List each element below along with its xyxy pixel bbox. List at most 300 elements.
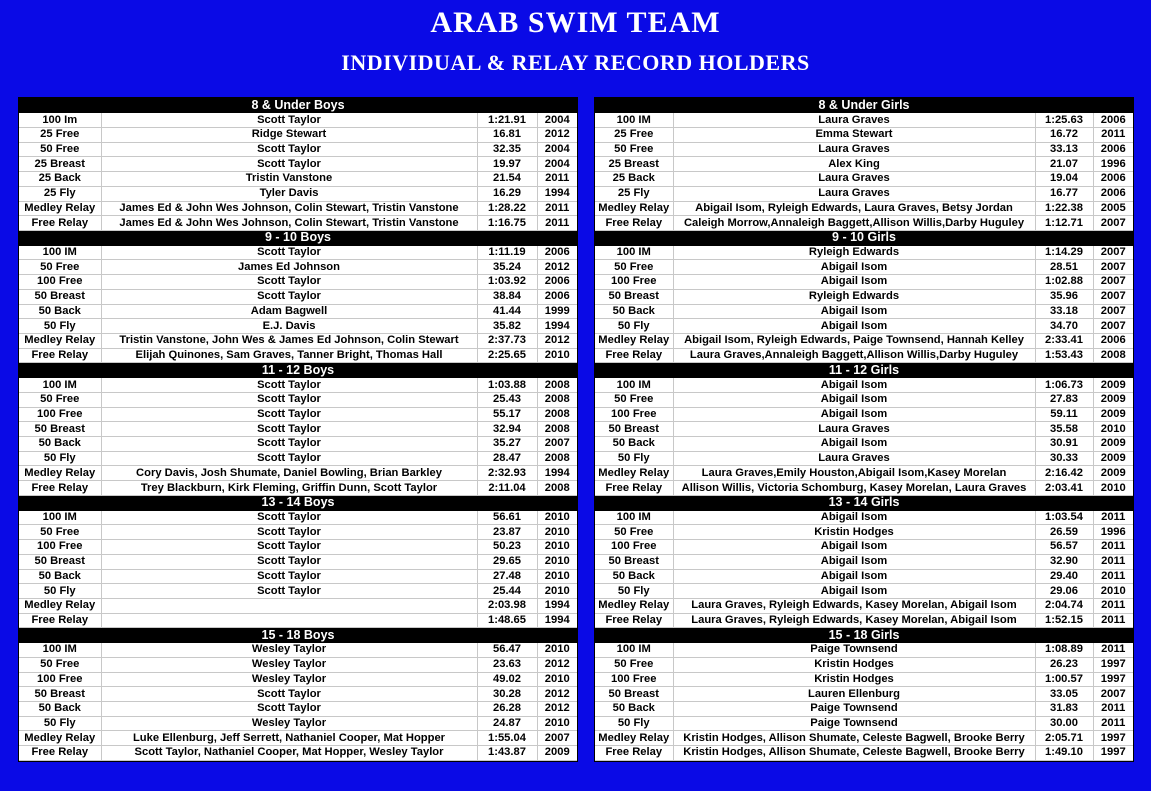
record-year-cell: 2012 <box>537 687 577 702</box>
event-cell: 50 Free <box>595 142 673 157</box>
event-cell: 100 Free <box>595 540 673 555</box>
event-cell: Free Relay <box>19 216 101 231</box>
age-group-title: 8 & Under Girls <box>595 98 1133 113</box>
event-cell: 50 Fly <box>595 319 673 334</box>
event-cell: Free Relay <box>19 481 101 496</box>
event-cell: 100 Free <box>595 275 673 290</box>
event-cell: 25 Free <box>595 127 673 142</box>
record-year-cell: 2010 <box>537 348 577 363</box>
record-row <box>19 216 577 231</box>
event-cell: 25 Fly <box>19 186 101 201</box>
record-row <box>595 716 1133 731</box>
record-time-cell: 1:22.38 <box>1035 201 1093 216</box>
record-row <box>595 657 1133 672</box>
record-year-cell: 2005 <box>1093 201 1133 216</box>
event-cell: Medley Relay <box>595 334 673 349</box>
event-cell: Free Relay <box>19 348 101 363</box>
event-cell: 50 Back <box>19 701 101 716</box>
record-time-cell: 30.33 <box>1035 451 1093 466</box>
record-holder-cell: Tristin Vanstone, John Wes & James Ed Johnson, Colin Stewart <box>101 334 477 349</box>
record-year-cell: 2011 <box>1093 554 1133 569</box>
record-holder-cell: Scott Taylor <box>101 510 477 525</box>
record-holder-cell: Scott Taylor <box>101 584 477 599</box>
record-row <box>595 186 1133 201</box>
record-year-cell: 2010 <box>537 672 577 687</box>
record-row <box>595 687 1133 702</box>
record-row <box>595 613 1133 628</box>
record-row <box>19 598 577 613</box>
record-time-cell: 59.11 <box>1035 407 1093 422</box>
event-cell: 100 Free <box>19 407 101 422</box>
event-cell: 50 Back <box>595 437 673 452</box>
event-cell: Medley Relay <box>19 466 101 481</box>
page-subtitle: INDIVIDUAL & RELAY RECORD HOLDERS <box>341 50 810 75</box>
record-row <box>19 746 577 761</box>
record-row <box>19 451 577 466</box>
event-cell: 50 Free <box>19 657 101 672</box>
record-holder-cell: Scott Taylor <box>101 407 477 422</box>
event-cell: 50 Fly <box>19 584 101 599</box>
record-time-cell: 27.48 <box>477 569 537 584</box>
record-holder-cell: Tristin Vanstone <box>101 172 477 187</box>
event-cell: 100 IM <box>595 643 673 658</box>
record-time-cell: 27.83 <box>1035 392 1093 407</box>
record-year-cell: 2006 <box>537 289 577 304</box>
event-cell: 100 IM <box>19 378 101 393</box>
record-time-cell: 56.57 <box>1035 540 1093 555</box>
age-group-header <box>595 98 1133 113</box>
record-row <box>19 186 577 201</box>
record-year-cell: 2011 <box>1093 598 1133 613</box>
record-holder-cell: Kristin Hodges, Allison Shumate, Celeste Bagwell, Brooke Berry <box>673 731 1035 746</box>
record-holder-cell: Scott Taylor <box>101 157 477 172</box>
record-time-cell: 29.06 <box>1035 584 1093 599</box>
event-cell: 100 IM <box>595 245 673 260</box>
event-cell: 100 IM <box>19 643 101 658</box>
record-year-cell: 2011 <box>1093 716 1133 731</box>
age-group-title: 13 - 14 Girls <box>595 495 1133 510</box>
record-year-cell: 2006 <box>1093 172 1133 187</box>
event-cell: 50 Free <box>595 260 673 275</box>
record-time-cell: 26.23 <box>1035 657 1093 672</box>
record-time-cell: 1:28.22 <box>477 201 537 216</box>
record-year-cell: 2009 <box>537 746 577 761</box>
record-year-cell: 2010 <box>537 510 577 525</box>
record-holder-cell: Laura Graves,Annaleigh Baggett,Allison Willis,Darby Huguley <box>673 348 1035 363</box>
age-group-header <box>595 230 1133 245</box>
record-time-cell: 26.28 <box>477 701 537 716</box>
event-cell: 100 IM <box>595 510 673 525</box>
record-row <box>595 525 1133 540</box>
record-holder-cell: Abigail Isom <box>673 510 1035 525</box>
record-holder-cell: Abigail Isom, Ryleigh Edwards, Laura Graves, Betsy Jordan <box>673 201 1035 216</box>
record-holder-cell: Laura Graves,Emily Houston,Abigail Isom,Kasey Morelan <box>673 466 1035 481</box>
record-time-cell: 1:14.29 <box>1035 245 1093 260</box>
event-cell: Free Relay <box>595 746 673 761</box>
record-year-cell: 2008 <box>537 422 577 437</box>
record-time-cell: 33.18 <box>1035 304 1093 319</box>
record-time-cell: 16.81 <box>477 127 537 142</box>
record-holder-cell: Laura Graves <box>673 142 1035 157</box>
event-cell: 100 Free <box>19 672 101 687</box>
record-year-cell: 1994 <box>537 466 577 481</box>
record-holder-cell: Laura Graves <box>673 451 1035 466</box>
record-holder-cell: Scott Taylor <box>101 554 477 569</box>
record-year-cell: 2007 <box>1093 216 1133 231</box>
event-cell: 50 Back <box>595 304 673 319</box>
event-cell: 50 Fly <box>595 716 673 731</box>
event-cell: 50 Fly <box>19 716 101 731</box>
age-group-title: 11 - 12 Girls <box>595 363 1133 378</box>
record-year-cell: 2006 <box>537 275 577 290</box>
record-time-cell: 16.77 <box>1035 186 1093 201</box>
event-cell: 50 Free <box>595 657 673 672</box>
record-time-cell: 2:03.41 <box>1035 481 1093 496</box>
record-time-cell: 25.43 <box>477 392 537 407</box>
event-cell: Medley Relay <box>19 731 101 746</box>
record-year-cell: 2010 <box>537 569 577 584</box>
girls-records-table <box>595 98 1133 761</box>
event-cell: 25 Back <box>19 172 101 187</box>
record-row <box>595 319 1133 334</box>
record-year-cell: 2010 <box>537 716 577 731</box>
record-time-cell: 1:08.89 <box>1035 643 1093 658</box>
record-holder-cell: Scott Taylor <box>101 275 477 290</box>
event-cell: 50 Free <box>595 392 673 407</box>
record-row <box>19 245 577 260</box>
record-year-cell: 1999 <box>537 304 577 319</box>
record-holder-cell: Kristin Hodges <box>673 525 1035 540</box>
age-group-title: 9 - 10 Girls <box>595 230 1133 245</box>
record-year-cell: 2004 <box>537 142 577 157</box>
record-year-cell: 2012 <box>537 127 577 142</box>
record-year-cell: 2006 <box>537 245 577 260</box>
record-holder-cell: Emma Stewart <box>673 127 1035 142</box>
record-row <box>595 422 1133 437</box>
record-holder-cell: Abigail Isom <box>673 392 1035 407</box>
record-year-cell: 1997 <box>1093 657 1133 672</box>
record-year-cell: 2012 <box>537 657 577 672</box>
record-holder-cell: Wesley Taylor <box>101 672 477 687</box>
record-time-cell: 2:37.73 <box>477 334 537 349</box>
record-row <box>19 510 577 525</box>
record-row <box>595 245 1133 260</box>
record-row <box>19 127 577 142</box>
record-time-cell: 2:05.71 <box>1035 731 1093 746</box>
record-time-cell: 33.05 <box>1035 687 1093 702</box>
record-year-cell: 2010 <box>1093 481 1133 496</box>
record-time-cell: 38.84 <box>477 289 537 304</box>
event-cell: 25 Breast <box>19 157 101 172</box>
event-cell: 100 Free <box>19 540 101 555</box>
record-year-cell: 2007 <box>1093 275 1133 290</box>
record-year-cell: 1994 <box>537 319 577 334</box>
record-row <box>595 466 1133 481</box>
record-row <box>19 201 577 216</box>
age-group-header <box>19 363 577 378</box>
record-holder-cell: Wesley Taylor <box>101 643 477 658</box>
event-cell: Medley Relay <box>595 731 673 746</box>
record-row <box>595 289 1133 304</box>
record-year-cell: 2012 <box>537 334 577 349</box>
event-cell: 50 Fly <box>595 584 673 599</box>
record-time-cell: 34.70 <box>1035 319 1093 334</box>
event-cell: 50 Breast <box>595 289 673 304</box>
record-row <box>595 142 1133 157</box>
record-row <box>595 275 1133 290</box>
record-holder-cell: Scott Taylor <box>101 451 477 466</box>
record-year-cell: 2010 <box>1093 422 1133 437</box>
record-row <box>19 643 577 658</box>
record-time-cell: 1:49.10 <box>1035 746 1093 761</box>
record-holder-cell: Scott Taylor <box>101 245 477 260</box>
event-cell: 50 Free <box>19 392 101 407</box>
record-year-cell: 2010 <box>537 554 577 569</box>
record-holder-cell: Elijah Quinones, Sam Graves, Tanner Bright, Thomas Hall <box>101 348 477 363</box>
record-time-cell: 19.97 <box>477 157 537 172</box>
record-year-cell: 2004 <box>537 113 577 128</box>
record-year-cell: 1994 <box>537 598 577 613</box>
record-time-cell: 21.54 <box>477 172 537 187</box>
event-cell: 100 IM <box>19 510 101 525</box>
record-holder-cell: Allison Willis, Victoria Schomburg, Kasey Morelan, Laura Graves <box>673 481 1035 496</box>
event-cell: 50 Fly <box>19 451 101 466</box>
record-holder-cell: Abigail Isom <box>673 569 1035 584</box>
event-cell: 50 Fly <box>19 319 101 334</box>
record-holder-cell: Scott Taylor <box>101 392 477 407</box>
record-holder-cell: Wesley Taylor <box>101 716 477 731</box>
event-cell: Medley Relay <box>595 598 673 613</box>
record-row <box>19 540 577 555</box>
record-year-cell: 2010 <box>537 540 577 555</box>
record-year-cell: 2011 <box>1093 127 1133 142</box>
record-holder-cell: Scott Taylor <box>101 437 477 452</box>
record-holder-cell: Paige Townsend <box>673 716 1035 731</box>
record-holder-cell: Scott Taylor <box>101 422 477 437</box>
record-row <box>19 319 577 334</box>
record-year-cell: 2011 <box>1093 510 1133 525</box>
record-holder-cell: Lauren Ellenburg <box>673 687 1035 702</box>
record-holder-cell: James Ed Johnson <box>101 260 477 275</box>
record-row <box>595 510 1133 525</box>
event-cell: 50 Fly <box>595 451 673 466</box>
record-time-cell: 2:25.65 <box>477 348 537 363</box>
record-row <box>595 157 1133 172</box>
record-row <box>595 540 1133 555</box>
record-holder-cell: Laura Graves <box>673 422 1035 437</box>
record-time-cell: 2:03.98 <box>477 598 537 613</box>
record-year-cell: 1997 <box>1093 746 1133 761</box>
record-time-cell: 29.65 <box>477 554 537 569</box>
record-year-cell: 2007 <box>1093 319 1133 334</box>
age-group-title: 11 - 12 Boys <box>19 363 577 378</box>
event-cell: 25 Fly <box>595 186 673 201</box>
record-time-cell: 1:02.88 <box>1035 275 1093 290</box>
record-row <box>595 304 1133 319</box>
record-year-cell: 2012 <box>537 260 577 275</box>
record-year-cell: 2010 <box>537 584 577 599</box>
record-time-cell: 1:03.92 <box>477 275 537 290</box>
record-row <box>595 437 1133 452</box>
record-holder-cell: James Ed & John Wes Johnson, Colin Stewart, Tristin Vanstone <box>101 216 477 231</box>
event-cell: 100 Free <box>595 407 673 422</box>
record-year-cell: 2012 <box>537 701 577 716</box>
record-row <box>19 348 577 363</box>
record-year-cell: 2010 <box>1093 584 1133 599</box>
record-time-cell: 28.51 <box>1035 260 1093 275</box>
record-holder-cell: Abigail Isom <box>673 554 1035 569</box>
event-cell: 50 Breast <box>595 422 673 437</box>
event-cell: Medley Relay <box>19 201 101 216</box>
record-row <box>19 701 577 716</box>
record-time-cell: 35.58 <box>1035 422 1093 437</box>
record-time-cell: 2:32.93 <box>477 466 537 481</box>
record-year-cell: 2011 <box>1093 569 1133 584</box>
record-year-cell: 2009 <box>1093 437 1133 452</box>
record-holder-cell: Abigail Isom <box>673 275 1035 290</box>
record-time-cell: 23.87 <box>477 525 537 540</box>
event-cell: Medley Relay <box>19 334 101 349</box>
record-year-cell: 1997 <box>1093 672 1133 687</box>
event-cell: 25 Back <box>595 172 673 187</box>
record-time-cell: 16.29 <box>477 186 537 201</box>
record-row <box>19 481 577 496</box>
record-row <box>595 216 1133 231</box>
record-time-cell: 32.35 <box>477 142 537 157</box>
age-group-title: 9 - 10 Boys <box>19 230 577 245</box>
record-time-cell: 21.07 <box>1035 157 1093 172</box>
record-time-cell: 24.87 <box>477 716 537 731</box>
record-holder-cell: Scott Taylor <box>101 540 477 555</box>
event-cell: Free Relay <box>19 613 101 628</box>
record-row <box>19 613 577 628</box>
record-time-cell: 2:04.74 <box>1035 598 1093 613</box>
event-cell: Free Relay <box>19 746 101 761</box>
record-year-cell: 2011 <box>1093 701 1133 716</box>
record-row <box>19 466 577 481</box>
event-cell: 50 Breast <box>595 687 673 702</box>
record-holder-cell: Laura Graves <box>673 113 1035 128</box>
event-cell: Medley Relay <box>595 466 673 481</box>
record-row <box>595 569 1133 584</box>
record-time-cell: 1:12.71 <box>1035 216 1093 231</box>
record-row <box>595 672 1133 687</box>
record-holder-cell: Scott Taylor <box>101 113 477 128</box>
record-time-cell: 56.61 <box>477 510 537 525</box>
record-holder-cell: Trey Blackburn, Kirk Fleming, Griffin Dunn, Scott Taylor <box>101 481 477 496</box>
record-time-cell: 1:16.75 <box>477 216 537 231</box>
event-cell: 50 Breast <box>595 554 673 569</box>
record-holder-cell: Luke Ellenburg, Jeff Serrett, Nathaniel Cooper, Mat Hopper <box>101 731 477 746</box>
record-year-cell: 2009 <box>1093 407 1133 422</box>
record-year-cell: 2007 <box>1093 304 1133 319</box>
record-holder-cell: Alex King <box>673 157 1035 172</box>
record-holder-cell: Scott Taylor <box>101 701 477 716</box>
record-time-cell: 50.23 <box>477 540 537 555</box>
record-holder-cell: Ryleigh Edwards <box>673 245 1035 260</box>
event-cell: 25 Free <box>19 127 101 142</box>
event-cell: 50 Back <box>595 701 673 716</box>
record-holder-cell: Ryleigh Edwards <box>673 289 1035 304</box>
event-cell: Medley Relay <box>595 201 673 216</box>
event-cell: 100 Im <box>19 113 101 128</box>
record-time-cell: 26.59 <box>1035 525 1093 540</box>
record-row <box>19 407 577 422</box>
record-time-cell: 49.02 <box>477 672 537 687</box>
record-time-cell: 30.00 <box>1035 716 1093 731</box>
record-year-cell: 2009 <box>1093 392 1133 407</box>
age-group-title: 13 - 14 Boys <box>19 495 577 510</box>
record-time-cell: 1:48.65 <box>477 613 537 628</box>
age-group-header <box>595 363 1133 378</box>
record-row <box>19 157 577 172</box>
record-row <box>19 716 577 731</box>
record-time-cell: 28.47 <box>477 451 537 466</box>
age-group-title: 15 - 18 Girls <box>595 628 1133 643</box>
record-row <box>19 569 577 584</box>
record-row <box>19 289 577 304</box>
record-year-cell: 1997 <box>1093 731 1133 746</box>
record-year-cell: 2009 <box>1093 378 1133 393</box>
event-cell: 100 IM <box>19 245 101 260</box>
girls-records-panel <box>594 97 1134 762</box>
record-holder-cell: Abigail Isom <box>673 378 1035 393</box>
event-cell: Free Relay <box>595 348 673 363</box>
record-row <box>19 422 577 437</box>
record-row <box>595 746 1133 761</box>
record-row <box>595 172 1133 187</box>
record-year-cell: 2009 <box>1093 451 1133 466</box>
record-row <box>19 334 577 349</box>
boys-records-table <box>19 98 577 761</box>
record-holder-cell: Abigail Isom <box>673 584 1035 599</box>
event-cell: 50 Breast <box>19 554 101 569</box>
record-time-cell: 35.24 <box>477 260 537 275</box>
record-year-cell: 2010 <box>537 525 577 540</box>
record-row <box>595 481 1133 496</box>
record-holder-cell: Kristin Hodges, Allison Shumate, Celeste Bagwell, Brooke Berry <box>673 746 1035 761</box>
record-time-cell: 32.94 <box>477 422 537 437</box>
record-year-cell: 2006 <box>1093 186 1133 201</box>
record-time-cell: 29.40 <box>1035 569 1093 584</box>
record-row <box>19 142 577 157</box>
event-cell: 25 Breast <box>595 157 673 172</box>
record-holder-cell: Laura Graves <box>673 172 1035 187</box>
record-holder-cell: Abigail Isom <box>673 407 1035 422</box>
record-time-cell: 2:11.04 <box>477 481 537 496</box>
record-row <box>595 407 1133 422</box>
record-holder-cell: Abigail Isom <box>673 304 1035 319</box>
record-time-cell: 1:55.04 <box>477 731 537 746</box>
record-row <box>595 260 1133 275</box>
record-row <box>19 172 577 187</box>
record-holder-cell: Laura Graves, Ryleigh Edwards, Kasey Morelan, Abigail Isom <box>673 598 1035 613</box>
record-time-cell: 35.82 <box>477 319 537 334</box>
record-holder-cell: Laura Graves <box>673 186 1035 201</box>
record-row <box>595 584 1133 599</box>
record-time-cell: 35.96 <box>1035 289 1093 304</box>
record-year-cell: 2006 <box>1093 142 1133 157</box>
record-holder-cell: E.J. Davis <box>101 319 477 334</box>
record-row <box>19 392 577 407</box>
age-group-title: 8 & Under Boys <box>19 98 577 113</box>
record-holder-cell: Scott Taylor <box>101 569 477 584</box>
record-row <box>19 378 577 393</box>
record-row <box>595 451 1133 466</box>
age-group-header <box>19 495 577 510</box>
event-cell: 100 Free <box>595 672 673 687</box>
record-row <box>595 701 1133 716</box>
